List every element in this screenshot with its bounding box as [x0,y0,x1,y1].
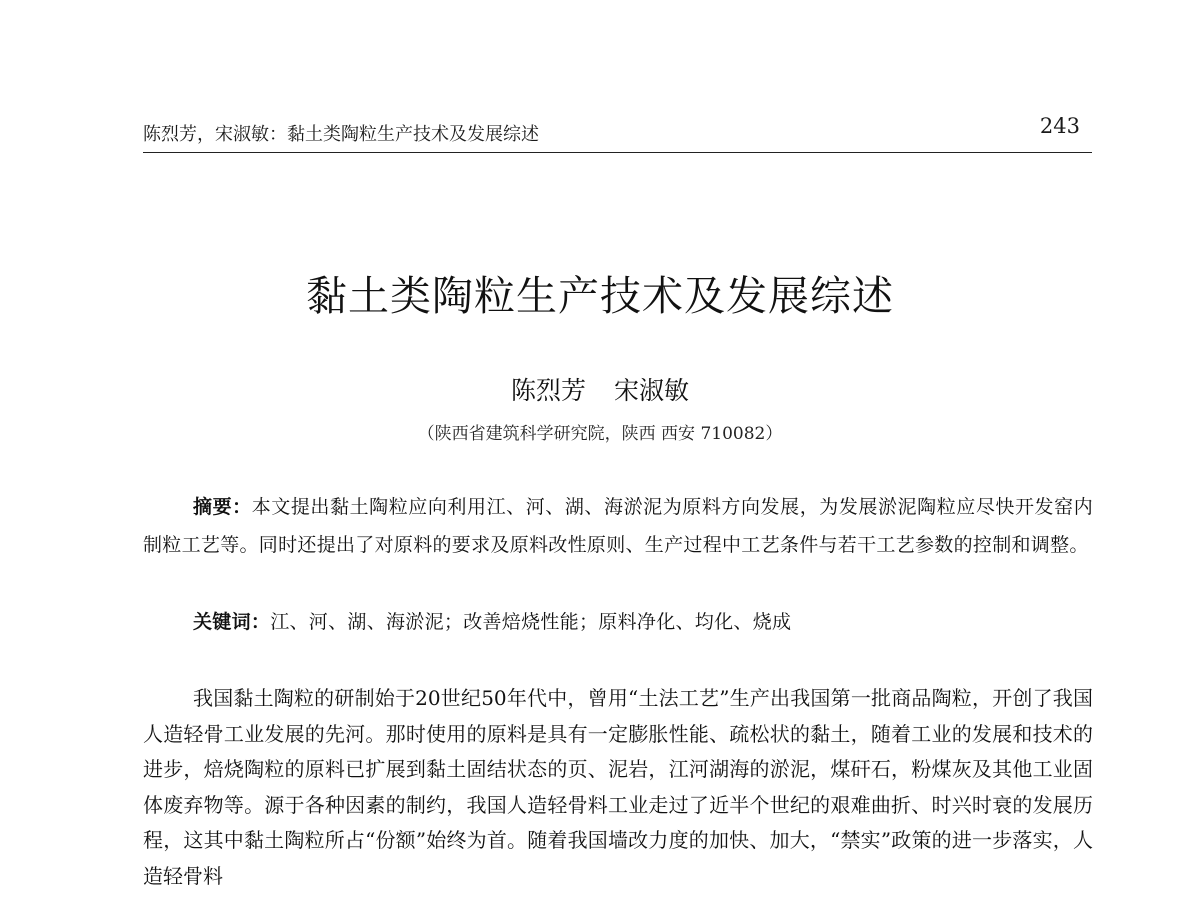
author-name: 陈烈芳 [510,376,586,405]
page-number: 243 [1039,114,1080,138]
article-title: 黏土类陶粒生产技术及发展综述 [306,272,894,320]
running-title: 陈烈芳，宋淑敏：黏土类陶粒生产技术及发展综述 [143,124,539,145]
author-affiliation: （陕西省建筑科学研究院，陕西 西安 710082） [417,424,783,444]
body-paragraph: 我国黏土陶粒的研制始于20世纪50年代中，曾用“土法工艺”生产出我国第一批商品陶粒，开创了我国人造轻骨工业发展的先河。那时使用的原料是具有一定膨胀性能、疏松状的黏土，随着工业的发展和技术的进步，焙烧陶粒的原料已扩展到黏土固结状态的页、泥岩，江河湖海的淤泥，煤矸石，粉煤灰及其他工业固体废弃物等。源于各种因素的制约，我国人造轻骨料工业走过了近半个世纪的艰难曲折、时兴时衰的发展历程，这其中黏土陶粒所占“份额”始终为首。随着我国墙改力度的加快、加大，“禁实”政策的进一步落实，人造轻骨料 [143,686,1093,888]
keywords-label: 关键词： [193,611,271,633]
keywords [193,604,1093,642]
author-list [0,371,1200,407]
running-header [143,112,1092,153]
abstract-label: 摘要： [193,496,252,518]
keywords-text: 江、河、湖、海淤泥；改善焙烧性能；原料净化、均化、烧成 [270,611,792,633]
author-name: 宋淑敏 [614,376,690,405]
abstract [143,489,1093,564]
abstract-text: 本文提出黏土陶粒应向利用江、河、湖、海淤泥为原料方向发展，为发展淤泥陶粒应尽快开发窑内制粒工艺等。同时还提出了对原料的要求及原料改性原则、生产过程中工艺条件与若干工艺参数的控制和调整。 [143,496,1093,556]
